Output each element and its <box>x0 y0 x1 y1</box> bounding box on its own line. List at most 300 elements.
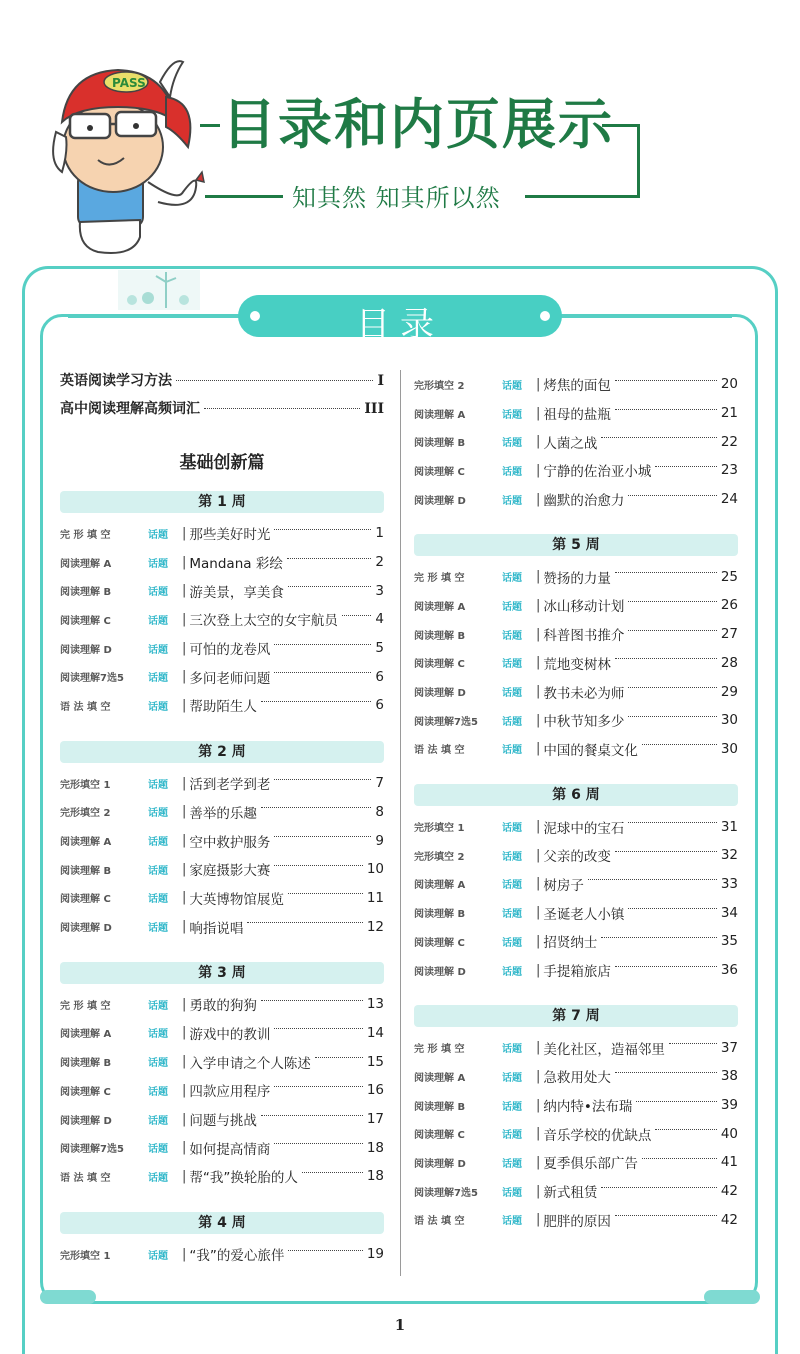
tag-separator: | <box>536 1183 541 1199</box>
toc-entry[interactable] <box>60 1240 384 1269</box>
topic-tag: 话题 <box>148 529 168 541</box>
toc-entry[interactable] <box>414 591 738 620</box>
entry-type: 阅读理解 D <box>414 688 466 700</box>
toc-entry[interactable] <box>414 1033 738 1062</box>
topic-tag: 话题 <box>502 823 522 835</box>
entry-title: 三次登上太空的女宇航员 <box>189 613 338 630</box>
page-ref: 15 <box>366 1053 384 1070</box>
entry-title: 泥球中的宝石 <box>543 820 625 837</box>
toc-left-column <box>60 370 384 1268</box>
toc-entry[interactable] <box>60 605 384 634</box>
leader-dots <box>274 865 362 866</box>
toc-entry[interactable] <box>60 519 384 548</box>
page-ref: 9 <box>375 832 384 849</box>
leader-dots <box>274 836 371 837</box>
entry-type: 完形填空 1 <box>60 779 111 791</box>
section-heading: 基础创新篇 <box>179 453 265 473</box>
page-ref: 24 <box>720 491 738 508</box>
tag-separator: | <box>536 962 541 978</box>
tag-separator: | <box>182 1082 187 1098</box>
pill-dot-right <box>540 311 550 321</box>
mascot-badge-text: PASS <box>112 76 146 90</box>
toc-entry[interactable] <box>414 456 738 485</box>
toc-entry[interactable] <box>414 1177 738 1206</box>
entry-type: 阅读理解 C <box>414 1130 465 1142</box>
toc-entry[interactable] <box>414 1206 738 1235</box>
entry-title: 手提箱旅店 <box>543 964 611 981</box>
leader-dots <box>204 408 360 409</box>
toc-entry[interactable] <box>60 1047 384 1076</box>
leader-dots <box>274 672 371 673</box>
entry-type: 阅读理解7选5 <box>60 1144 124 1156</box>
topic-tag: 话题 <box>148 701 168 713</box>
topic-tag: 话题 <box>502 1101 522 1113</box>
leader-dots <box>642 1158 717 1159</box>
entry-type: 阅读理解 D <box>414 1158 466 1170</box>
toc-entry[interactable] <box>414 399 738 428</box>
entry-title: 空中救护服务 <box>189 834 271 851</box>
tag-separator: | <box>182 554 187 570</box>
intro-list <box>60 370 384 426</box>
entry-title: 勇敢的狗狗 <box>189 998 257 1015</box>
page-ref: 1 <box>375 525 384 542</box>
entry-type: 语 法 填 空 <box>60 1172 111 1184</box>
tag-separator: | <box>536 405 541 421</box>
toc-entry[interactable] <box>414 870 738 899</box>
subtitle-rule-right <box>525 195 640 198</box>
tag-separator: | <box>536 1068 541 1084</box>
entry-title: 可怕的龙卷风 <box>189 642 271 659</box>
page-ref: III <box>364 401 384 417</box>
tag-separator: | <box>536 741 541 757</box>
topic-tag: 话题 <box>148 1250 168 1262</box>
leader-dots <box>601 937 716 938</box>
entry-title: 帮“我”换轮胎的人 <box>189 1170 298 1187</box>
page-ref: I <box>377 373 384 389</box>
topic-tag: 话题 <box>502 966 522 978</box>
tag-separator: | <box>536 1126 541 1142</box>
entry-type: 完 形 填 空 <box>60 1000 111 1012</box>
tag-separator: | <box>536 1154 541 1170</box>
toc-label: 目录 <box>356 305 444 345</box>
toc-entry[interactable] <box>414 927 738 956</box>
entry-title: 荒地变树林 <box>543 656 611 673</box>
tag-separator: | <box>182 525 187 541</box>
leader-dots <box>288 893 363 894</box>
entry-title: 四款应用程序 <box>189 1084 271 1101</box>
page-subtitle: 知其然 知其所以然 <box>292 184 501 212</box>
topic-tag: 话题 <box>148 1115 168 1127</box>
tag-separator: | <box>536 684 541 700</box>
entry-title: 中秋节知多少 <box>543 714 625 731</box>
leader-dots <box>615 572 717 573</box>
toc-entry[interactable] <box>60 826 384 855</box>
topic-tag: 话题 <box>502 909 522 921</box>
toc-entry[interactable] <box>414 649 738 678</box>
entry-type: 完形填空 1 <box>414 823 465 835</box>
week-spacer <box>414 984 738 1005</box>
frame-corner-br <box>704 1290 760 1304</box>
topic-tag: 话题 <box>148 923 168 935</box>
tag-separator: | <box>536 655 541 671</box>
page-title: 目录和内页展示 <box>222 93 614 156</box>
toc-entry[interactable] <box>414 485 738 514</box>
topic-tag: 话题 <box>502 659 522 671</box>
toc-entry[interactable] <box>60 855 384 884</box>
entry-type: 阅读理解 C <box>60 1086 111 1098</box>
toc-entry[interactable] <box>414 370 738 399</box>
toc-entry[interactable] <box>414 735 738 764</box>
toc-entry[interactable] <box>60 691 384 720</box>
leader-dots <box>302 1172 363 1173</box>
leader-dots <box>288 1250 362 1251</box>
entry-type: 阅读理解 D <box>60 923 112 935</box>
entry-type: 完 形 填 空 <box>414 573 465 585</box>
entry-title: 大英博物馆展览 <box>189 891 284 908</box>
toc-entry[interactable] <box>60 1076 384 1105</box>
tag-separator: | <box>182 890 187 906</box>
toc-entry[interactable] <box>414 1062 738 1091</box>
page-ref: 23 <box>720 462 738 479</box>
week-spacer <box>60 720 384 741</box>
leader-dots <box>287 558 372 559</box>
entry-type: 阅读理解 A <box>60 558 112 570</box>
toc-entry[interactable] <box>60 769 384 798</box>
entry-title: 如何提高情商 <box>189 1141 271 1158</box>
tag-separator: | <box>182 1246 187 1262</box>
topic-tag: 话题 <box>502 601 522 613</box>
topic-tag: 话题 <box>502 716 522 728</box>
topic-tag: 话题 <box>148 644 168 656</box>
entry-type: 阅读理解 A <box>414 601 466 613</box>
tag-separator: | <box>536 434 541 450</box>
entry-type: 语 法 填 空 <box>414 745 465 757</box>
leader-dots <box>615 851 717 852</box>
leader-dots <box>628 716 716 717</box>
entry-type: 语 法 填 空 <box>60 701 111 713</box>
entry-title: 圣诞老人小镇 <box>543 906 625 923</box>
tag-separator: | <box>182 1168 187 1184</box>
toc-entry[interactable] <box>414 1119 738 1148</box>
page-ref: 27 <box>720 626 738 643</box>
entry-title: 冰山移动计划 <box>543 599 625 616</box>
intro-row[interactable] <box>60 398 384 426</box>
page-ref: 37 <box>720 1039 738 1056</box>
page-ref: 34 <box>720 904 738 921</box>
entry-type: 阅读理解 B <box>414 630 466 642</box>
page-ref: 35 <box>720 933 738 950</box>
toc-label-rule-right <box>560 315 732 318</box>
leader-dots <box>261 1115 363 1116</box>
leader-dots <box>615 380 717 381</box>
page-ref: 19 <box>366 1246 384 1263</box>
tag-separator: | <box>182 611 187 627</box>
toc-entry[interactable] <box>414 1148 738 1177</box>
toc-entry[interactable] <box>60 1162 384 1191</box>
page-ref: 38 <box>720 1068 738 1085</box>
title-rule-left <box>200 124 220 127</box>
week-heading: 第 5 周 <box>414 534 738 556</box>
page-ref: 2 <box>375 554 384 571</box>
topic-tag: 话题 <box>502 630 522 642</box>
tag-separator: | <box>536 626 541 642</box>
toc-entry[interactable] <box>60 912 384 941</box>
tag-separator: | <box>182 583 187 599</box>
topic-tag: 话题 <box>502 1158 522 1170</box>
leader-dots <box>628 495 716 496</box>
topic-tag: 话题 <box>502 745 522 757</box>
entry-type: 阅读理解 B <box>414 1101 466 1113</box>
entry-title: 烤焦的面包 <box>543 378 611 395</box>
entry-title: 幽默的治愈力 <box>543 493 625 510</box>
entry-title: 活到老学到老 <box>189 777 271 794</box>
toc-entry[interactable] <box>60 662 384 691</box>
toc-entry[interactable] <box>60 548 384 577</box>
tag-separator: | <box>536 876 541 892</box>
toc-label-rule-left <box>68 315 240 318</box>
tag-separator: | <box>536 905 541 921</box>
page-ref: 8 <box>375 803 384 820</box>
entry-type: 阅读理解 B <box>60 865 112 877</box>
entry-type: 阅读理解 D <box>60 644 112 656</box>
entry-type: 阅读理解 C <box>414 937 465 949</box>
topic-tag: 话题 <box>148 615 168 627</box>
tag-separator: | <box>536 819 541 835</box>
entry-title: 音乐学校的优缺点 <box>543 1127 652 1144</box>
entry-type: 阅读理解 C <box>60 894 111 906</box>
leader-dots <box>342 615 372 616</box>
topic-tag: 话题 <box>502 937 522 949</box>
week-spacer <box>60 1191 384 1212</box>
tag-separator: | <box>182 1140 187 1156</box>
leader-dots <box>274 1143 362 1144</box>
toc-entry[interactable] <box>414 427 738 456</box>
entry-type: 阅读理解 A <box>414 409 466 421</box>
leader-dots <box>261 807 372 808</box>
tag-separator: | <box>182 833 187 849</box>
leader-dots <box>261 1000 363 1001</box>
page-ref: 40 <box>720 1125 738 1142</box>
toc-entry[interactable] <box>414 706 738 735</box>
page-ref: 42 <box>720 1211 738 1228</box>
topic-tag: 话题 <box>148 1000 168 1012</box>
page-ref: 31 <box>720 818 738 835</box>
entry-title: 响指说唱 <box>189 920 244 937</box>
tag-separator: | <box>182 919 187 935</box>
entry-title: 赞扬的力量 <box>543 570 611 587</box>
entry-type: 阅读理解 D <box>60 1115 112 1127</box>
entry-title: 教书未必为师 <box>543 685 625 702</box>
leader-dots <box>655 466 716 467</box>
week-spacer <box>414 763 738 784</box>
week-spacer <box>414 513 738 534</box>
tag-separator: | <box>536 462 541 478</box>
tag-separator: | <box>182 697 187 713</box>
week-heading: 第 3 周 <box>60 962 384 984</box>
topic-tag: 话题 <box>502 466 522 478</box>
topic-tag: 话题 <box>148 865 168 877</box>
tag-separator: | <box>536 1212 541 1228</box>
tag-separator: | <box>182 775 187 791</box>
tag-separator: | <box>182 996 187 1012</box>
toc-entry[interactable] <box>60 1019 384 1048</box>
intro-row[interactable] <box>60 370 384 398</box>
page-ref: 14 <box>366 1024 384 1041</box>
toc-entry[interactable] <box>414 677 738 706</box>
entry-type: 阅读理解 B <box>414 438 466 450</box>
page-ref: 28 <box>720 654 738 671</box>
entry-title: “我”的爱心旅伴 <box>189 1248 285 1265</box>
topic-tag: 话题 <box>502 880 522 892</box>
tag-separator: | <box>536 597 541 613</box>
topic-tag: 话题 <box>502 1072 522 1084</box>
tag-separator: | <box>536 569 541 585</box>
week-spacer <box>60 941 384 962</box>
entry-title: 新式租赁 <box>543 1185 598 1202</box>
entry-title: 招贤纳士 <box>543 935 598 952</box>
entry-title: 善举的乐趣 <box>189 805 257 822</box>
entry-type: 阅读理解 A <box>60 1029 112 1041</box>
page-ref: 7 <box>375 775 384 792</box>
topic-tag: 话题 <box>502 495 522 507</box>
page-ref: 3 <box>375 582 384 599</box>
entry-title: 祖母的盐瓶 <box>543 407 611 424</box>
leader-dots <box>274 1028 362 1029</box>
leader-dots <box>247 922 362 923</box>
entry-title: 急救用处大 <box>543 1070 611 1087</box>
left-weeks <box>60 491 384 1268</box>
entry-title: 帮助陌生人 <box>189 699 257 716</box>
topic-tag: 话题 <box>502 409 522 421</box>
toc-label-pill <box>238 295 562 345</box>
entry-title: 游戏中的教训 <box>189 1026 271 1043</box>
entry-type: 阅读理解 C <box>60 615 111 627</box>
entry-title: 问题与挑战 <box>189 1113 257 1130</box>
intro-title: 高中阅读理解高频词汇 <box>60 401 200 417</box>
leader-dots <box>628 630 716 631</box>
topic-tag: 话题 <box>148 1144 168 1156</box>
toc-entry[interactable] <box>60 576 384 605</box>
tag-separator: | <box>182 861 187 877</box>
tag-separator: | <box>536 376 541 392</box>
leader-dots <box>628 601 716 602</box>
toc-entry[interactable] <box>414 956 738 985</box>
topic-tag: 话题 <box>502 1216 522 1228</box>
mascot-illustration <box>48 52 208 262</box>
entry-title: 夏季俱乐部广告 <box>543 1156 638 1173</box>
page-ref: 22 <box>720 433 738 450</box>
leader-dots <box>655 1129 716 1130</box>
column-divider <box>400 370 401 1276</box>
tag-separator: | <box>536 712 541 728</box>
leader-dots <box>261 701 372 702</box>
tag-separator: | <box>182 1025 187 1041</box>
entry-title: 纳内特•法布瑞 <box>543 1099 633 1116</box>
leader-dots <box>288 586 372 587</box>
entry-type: 完形填空 2 <box>414 851 465 863</box>
page-ref: 33 <box>720 875 738 892</box>
leader-dots <box>628 908 716 909</box>
right-weeks <box>414 370 738 1234</box>
toc-entry[interactable] <box>414 562 738 591</box>
entry-title: 多问老师问题 <box>189 670 271 687</box>
page-ref: 20 <box>720 376 738 393</box>
tag-separator: | <box>182 1054 187 1070</box>
leader-dots <box>615 966 717 967</box>
toc-entry[interactable] <box>60 990 384 1019</box>
tag-separator: | <box>182 669 187 685</box>
topic-tag: 话题 <box>148 808 168 820</box>
page-ref: 29 <box>720 683 738 700</box>
entry-type: 完形填空 1 <box>60 1250 111 1262</box>
page-number: 1 <box>394 1316 406 1334</box>
entry-title: 科普图书推介 <box>543 628 625 645</box>
leader-dots <box>628 822 716 823</box>
topic-tag: 话题 <box>148 1058 168 1070</box>
tag-separator: | <box>536 847 541 863</box>
entry-type: 阅读理解 A <box>414 880 466 892</box>
toc-entry[interactable] <box>60 884 384 913</box>
entry-type: 阅读理解 C <box>414 466 465 478</box>
week-heading: 第 6 周 <box>414 784 738 806</box>
leader-dots <box>274 529 371 530</box>
entry-type: 阅读理解 C <box>414 659 465 671</box>
topic-tag: 话题 <box>502 851 522 863</box>
tag-separator: | <box>182 804 187 820</box>
intro-title: 英语阅读学习方法 <box>60 373 172 389</box>
topic-tag: 话题 <box>148 837 168 849</box>
leader-dots <box>615 1215 717 1216</box>
topic-tag: 话题 <box>502 573 522 585</box>
page-ref: 25 <box>720 568 738 585</box>
toc-entry[interactable] <box>60 634 384 663</box>
toc-entry[interactable] <box>414 620 738 649</box>
page-ref: 21 <box>720 405 738 422</box>
page-ref: 30 <box>720 740 738 757</box>
toc-entry[interactable] <box>414 812 738 841</box>
entry-type: 阅读理解7选5 <box>414 716 478 728</box>
entry-title: 肥胖的原因 <box>543 1213 611 1230</box>
toc-entry[interactable] <box>60 1105 384 1134</box>
leader-dots <box>669 1043 717 1044</box>
page-ref: 42 <box>720 1183 738 1200</box>
entry-type: 完形填空 2 <box>414 380 465 392</box>
entry-type: 阅读理解 B <box>414 909 466 921</box>
toc-entry[interactable] <box>414 898 738 927</box>
frame-corner-bl <box>40 1290 96 1304</box>
entry-title: 游美景，享美食 <box>189 584 284 601</box>
topic-tag: 话题 <box>502 1044 522 1056</box>
toc-entry[interactable] <box>414 1091 738 1120</box>
entry-type: 语 法 填 空 <box>414 1216 465 1228</box>
entry-type: 完 形 填 空 <box>414 1044 465 1056</box>
entry-type: 完 形 填 空 <box>60 529 111 541</box>
tag-separator: | <box>182 1111 187 1127</box>
leader-dots <box>588 879 717 880</box>
topic-tag: 话题 <box>502 380 522 392</box>
toc-entry[interactable] <box>60 1133 384 1162</box>
toc-entry[interactable] <box>60 798 384 827</box>
tag-separator: | <box>536 1097 541 1113</box>
page-ref: 4 <box>375 611 384 628</box>
page-ref: 11 <box>366 889 384 906</box>
page-ref: 41 <box>720 1154 738 1171</box>
topic-tag: 话题 <box>502 438 522 450</box>
topic-tag: 话题 <box>148 1172 168 1184</box>
entry-type: 完形填空 2 <box>60 808 111 820</box>
toc-entry[interactable] <box>414 841 738 870</box>
entry-type: 阅读理解7选5 <box>414 1187 478 1199</box>
